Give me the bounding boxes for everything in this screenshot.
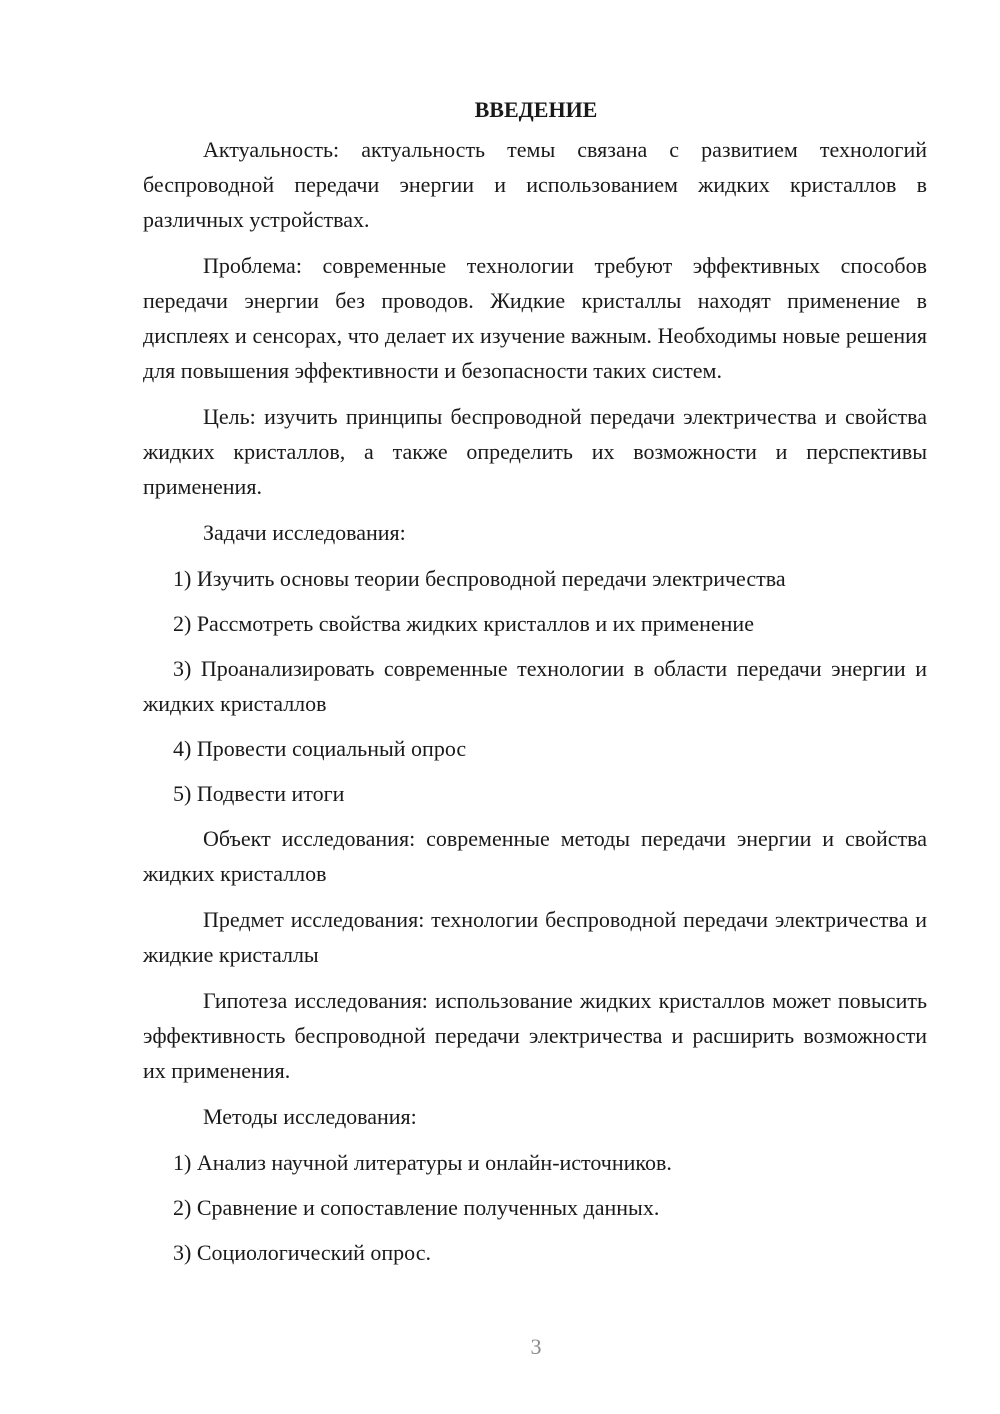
method-item: 3) Социологический опрос. [173, 1240, 431, 1265]
hypothesis-paragraph: Гипотеза исследования: использование жидких кристаллов может повысить эффективность беспроводной передачи электричества и расширить возможности их применения. [143, 988, 927, 1083]
subject-paragraph: Предмет исследования: технологии беспроводной передачи электричества и жидкие кристаллы [143, 907, 927, 967]
object-paragraph: Объект исследования: современные методы передачи энергии и свойства жидких кристаллов [143, 826, 927, 886]
method-item: 2) Сравнение и сопоставление полученных данных. [173, 1195, 660, 1220]
page-title: ВВЕДЕНИЕ [474, 97, 598, 122]
page-number: 3 [530, 1334, 542, 1359]
task-item: 5) Подвести итоги [173, 781, 345, 806]
methods-heading: Методы исследования: [203, 1104, 417, 1129]
goal-paragraph: Цель: изучить принципы беспроводной передачи электричества и свойства жидких кристаллов, а также определить их возможности и перспективы применения. [143, 404, 927, 499]
page-content [143, 93, 927, 1280]
task-item: 1) Изучить основы теории беспроводной передачи электричества [173, 566, 786, 591]
task-item: 2) Рассмотреть свойства жидких кристаллов и их применение [173, 611, 754, 636]
method-item: 1) Анализ научной литературы и онлайн-источников. [173, 1150, 672, 1175]
tasks-heading: Задачи исследования: [203, 520, 406, 545]
task-item: 3) Проанализировать современные технологии в области передачи энергии и жидких кристаллов [143, 656, 927, 716]
problem-paragraph: Проблема: современные технологии требуют эффективных способов передачи энергии без проводов. Жидкие кристаллы находят применение в дисплеях и сенсорах, что делает их изучение важным. Необходимы новые решения для повышения эффективности и безопасности таких систем. [143, 253, 927, 383]
task-item: 4) Провести социальный опрос [173, 736, 467, 761]
relevance-paragraph: Актуальность: актуальность темы связана с развитием технологий беспроводной передачи энергии и использованием жидких кристаллов в различных устройствах. [143, 137, 927, 232]
